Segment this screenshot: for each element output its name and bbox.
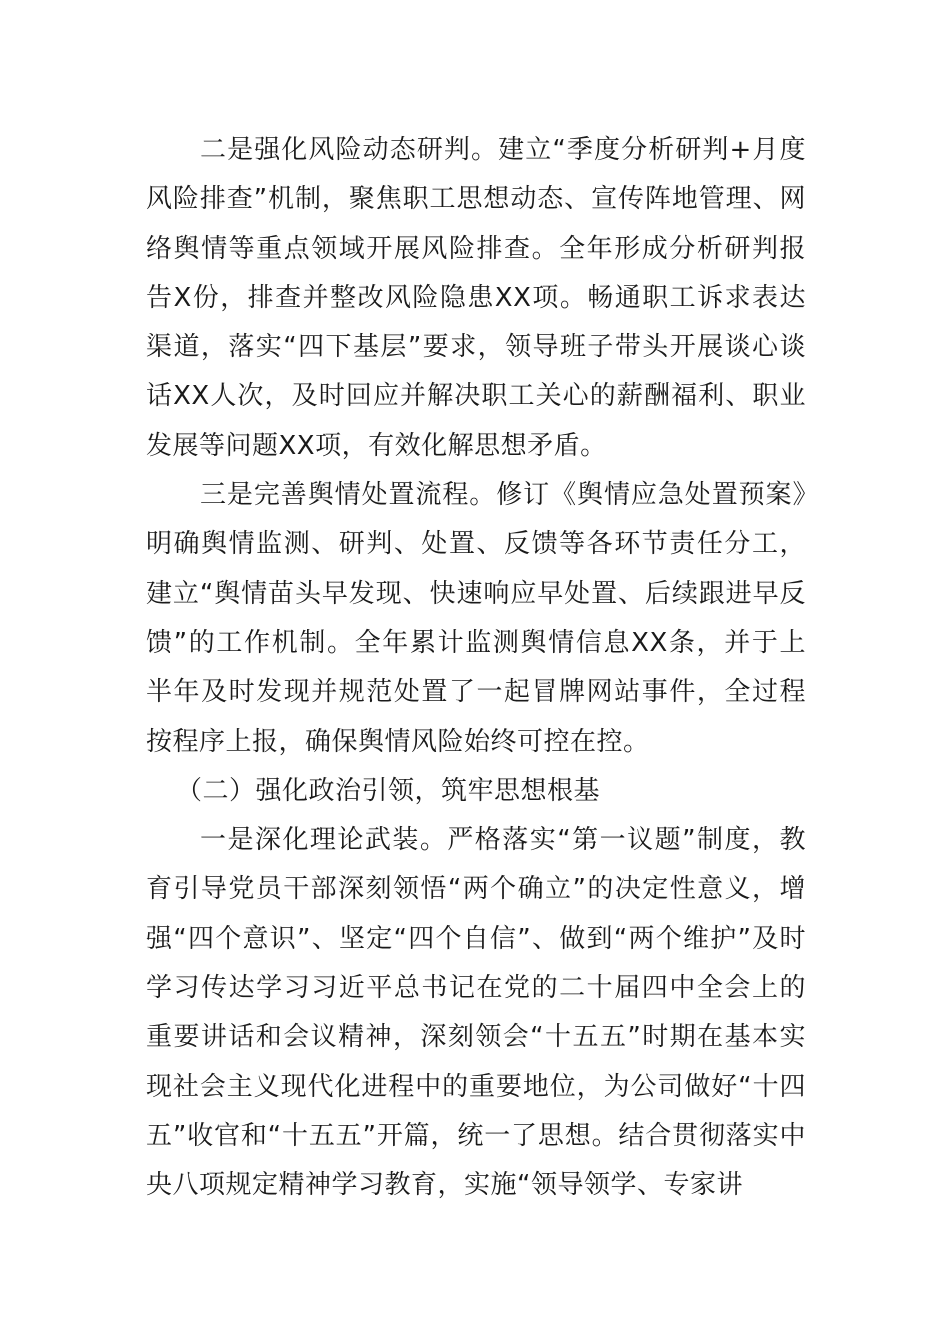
paragraph-theory-study: 一是深化理论武装。严格落实“第一议题”制度，教育引导党员干部深刻领悟“两个确立”的决定性意义，增强“四个意识”、坚定“四个自信”、做到“两个维护”及时学习传达学习习近平总书记在党的二十届四中全会上的重要讲话和会议精神，深刻领会“十五五”时期在基本实现社会主义现代化进程中的重要地位，为公司做好“十四五”收官和“十五五”开篇，统一了思想。结合贯彻落实中央八项规定精神学习教育，实施“领导领学、专家讲	[146, 825, 806, 1201]
paragraph-risk-assessment: 二是强化风险动态研判。建立“季度分析研判+月度风险排查”机制，聚焦职工思想动态、宣传阵地管理、网络舆情等重点领域开展风险排查。全年形成分析研判报告X份，排查并整改风险隐患XX项。畅通职工诉求表达渠道，落实“四下基层”要求，领导班子带头开展谈心谈话XX人次，及时回应并解决职工关心的薪酬福利、职业发展等问题XX项，有效化解思想矛盾。	[146, 135, 806, 461]
document-body	[146, 126, 806, 1211]
paragraph-public-opinion-handling: 三是完善舆情处置流程。修订《舆情应急处置预案》明确舆情监测、研判、处置、反馈等各环节责任分工，建立“舆情苗头早发现、快速响应早处置、后续跟进早反馈”的工作机制。全年累计监测舆情信息XX条，并于上半年及时发现并规范处置了一起冒牌网站事件，全过程按程序上报，确保舆情风险始终可控在控。	[146, 480, 806, 757]
section-heading: （二）强化政治引领，筑牢思想根基	[176, 775, 601, 806]
